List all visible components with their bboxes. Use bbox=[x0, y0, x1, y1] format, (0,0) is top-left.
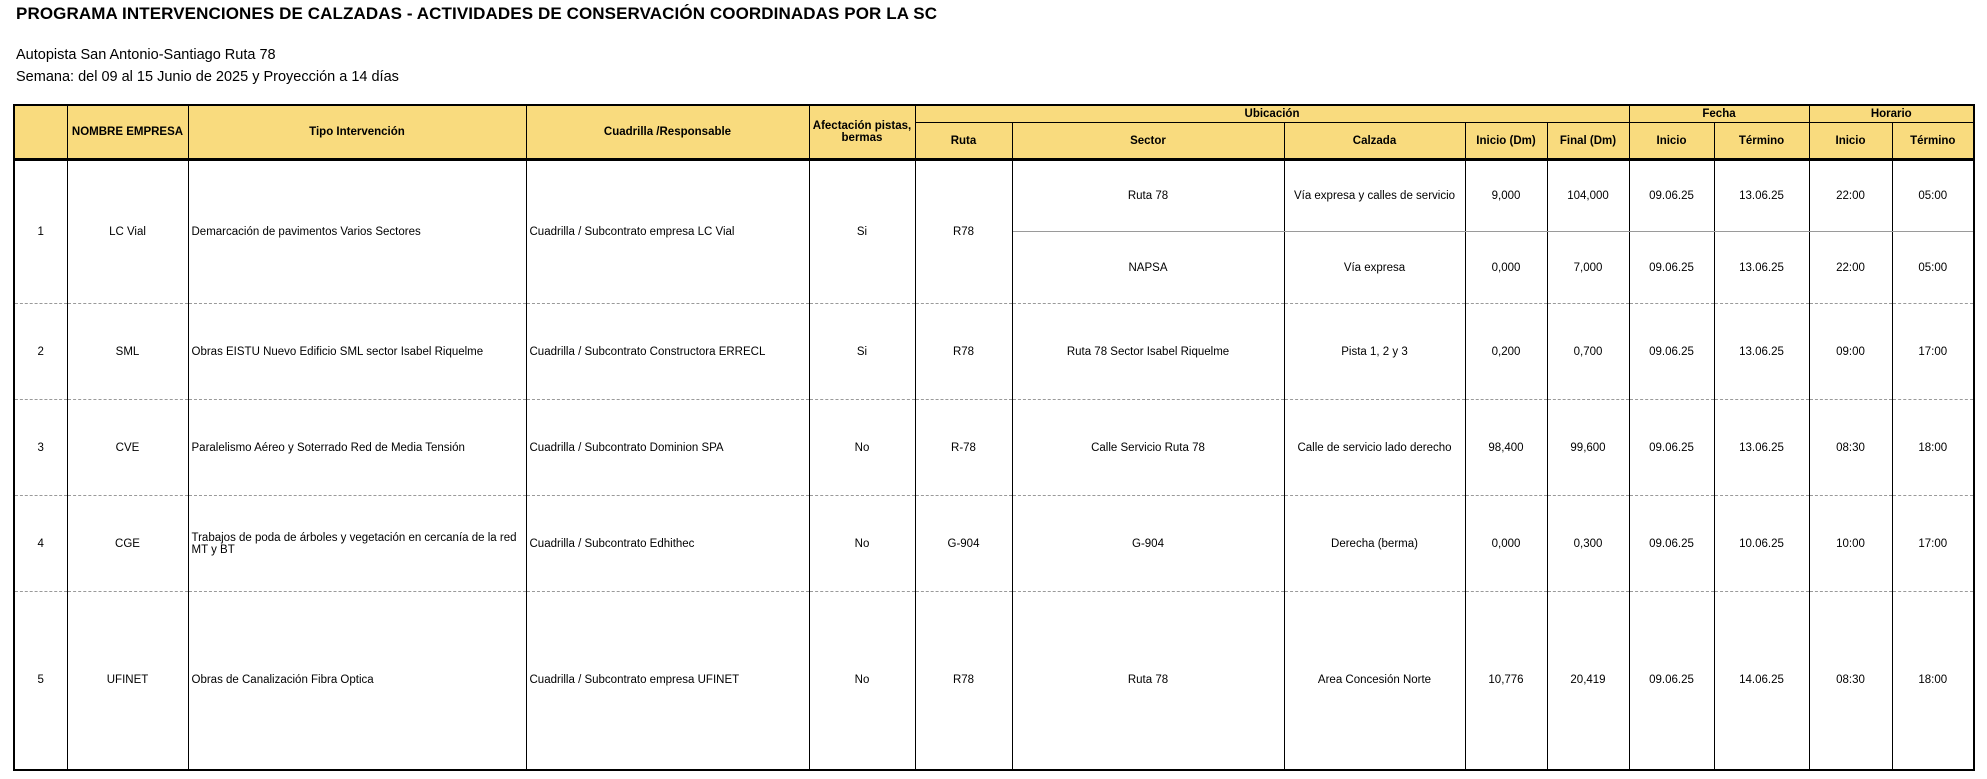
row-fecha-inicio: 09.06.25 bbox=[1629, 592, 1714, 770]
row-sector: Ruta 78 bbox=[1012, 592, 1284, 770]
row-final-dm: 20,419 bbox=[1547, 592, 1629, 770]
header-fecha-termino: Término bbox=[1714, 123, 1809, 160]
row-hora-inicio: 08:30 bbox=[1809, 592, 1892, 770]
row-ruta: R78 bbox=[915, 592, 1012, 770]
row-sector: Calle Servicio Ruta 78 bbox=[1012, 400, 1284, 496]
row-cuadrilla: Cuadrilla / Subcontrato Dominion SPA bbox=[526, 400, 809, 496]
row-tipo: Obras de Canalización Fibra Optica bbox=[188, 592, 526, 770]
row-number: 1 bbox=[14, 160, 67, 304]
row-fecha-inicio: 09.06.25 bbox=[1629, 496, 1714, 592]
row-inicio-dm: 98,400 bbox=[1465, 400, 1547, 496]
row-cuadrilla: Cuadrilla / Subcontrato Edhithec bbox=[526, 496, 809, 592]
row-calzada: Pista 1, 2 y 3 bbox=[1284, 304, 1465, 400]
row-fecha-termino: 13.06.25 bbox=[1714, 232, 1809, 304]
row-afectacion: Si bbox=[809, 160, 915, 304]
row-inicio-dm: 0,200 bbox=[1465, 304, 1547, 400]
row-afectacion: Si bbox=[809, 304, 915, 400]
row-final-dm: 104,000 bbox=[1547, 160, 1629, 232]
table-row bbox=[14, 496, 1974, 592]
row-hora-termino: 18:00 bbox=[1892, 592, 1974, 770]
row-tipo: Obras EISTU Nuevo Edificio SML sector Isabel Riquelme bbox=[188, 304, 526, 400]
row-fecha-inicio: 09.06.25 bbox=[1629, 160, 1714, 232]
row-hora-inicio: 08:30 bbox=[1809, 400, 1892, 496]
row-tipo: Trabajos de poda de árboles y vegetación en cercanía de la red MT y BT bbox=[188, 496, 526, 592]
table-row bbox=[14, 160, 1974, 232]
row-fecha-termino: 14.06.25 bbox=[1714, 592, 1809, 770]
header-num bbox=[14, 105, 67, 160]
header-ubicacion: Ubicación bbox=[915, 105, 1629, 123]
row-sector: Ruta 78 Sector Isabel Riquelme bbox=[1012, 304, 1284, 400]
row-calzada: Vía expresa bbox=[1284, 232, 1465, 304]
row-hora-inicio: 22:00 bbox=[1809, 232, 1892, 304]
row-hora-termino: 18:00 bbox=[1892, 400, 1974, 496]
row-ruta: G-904 bbox=[915, 496, 1012, 592]
row-afectacion: No bbox=[809, 592, 915, 770]
header-hora-inicio: Inicio bbox=[1809, 123, 1892, 160]
row-empresa: CVE bbox=[67, 400, 188, 496]
row-calzada: Area Concesión Norte bbox=[1284, 592, 1465, 770]
row-ruta: R-78 bbox=[915, 400, 1012, 496]
row-tipo: Paralelismo Aéreo y Soterrado Red de Media Tensión bbox=[188, 400, 526, 496]
row-empresa: SML bbox=[67, 304, 188, 400]
row-afectacion: No bbox=[809, 496, 915, 592]
row-empresa: UFINET bbox=[67, 592, 188, 770]
row-hora-inicio: 09:00 bbox=[1809, 304, 1892, 400]
header-row-top bbox=[14, 105, 1974, 123]
header-hora-termino: Término bbox=[1892, 123, 1974, 160]
row-fecha-termino: 10.06.25 bbox=[1714, 496, 1809, 592]
header-tipo: Tipo Intervención bbox=[188, 105, 526, 160]
row-calzada: Vía expresa y calles de servicio bbox=[1284, 160, 1465, 232]
header-calzada: Calzada bbox=[1284, 123, 1465, 160]
row-hora-inicio: 22:00 bbox=[1809, 160, 1892, 232]
header-empresa: NOMBRE EMPRESA bbox=[67, 105, 188, 160]
row-sector: G-904 bbox=[1012, 496, 1284, 592]
row-cuadrilla: Cuadrilla / Subcontrato Constructora ERRECL bbox=[526, 304, 809, 400]
row-ruta: R78 bbox=[915, 304, 1012, 400]
row-number: 3 bbox=[14, 400, 67, 496]
row-inicio-dm: 10,776 bbox=[1465, 592, 1547, 770]
row-inicio-dm: 9,000 bbox=[1465, 160, 1547, 232]
row-number: 2 bbox=[14, 304, 67, 400]
row-final-dm: 7,000 bbox=[1547, 232, 1629, 304]
row-hora-termino: 17:00 bbox=[1892, 304, 1974, 400]
row-final-dm: 99,600 bbox=[1547, 400, 1629, 496]
row-hora-inicio: 10:00 bbox=[1809, 496, 1892, 592]
row-hora-termino: 05:00 bbox=[1892, 232, 1974, 304]
highway-name: Autopista San Antonio-Santiago Ruta 78 bbox=[16, 47, 276, 63]
row-empresa: CGE bbox=[67, 496, 188, 592]
row-ruta: R78 bbox=[915, 160, 1012, 304]
row-number: 4 bbox=[14, 496, 67, 592]
row-empresa: LC Vial bbox=[67, 160, 188, 304]
row-hora-termino: 17:00 bbox=[1892, 496, 1974, 592]
header-fecha: Fecha bbox=[1629, 105, 1809, 123]
row-fecha-inicio: 09.06.25 bbox=[1629, 400, 1714, 496]
week-range: Semana: del 09 al 15 Junio de 2025 y Proyección a 14 días bbox=[16, 69, 399, 85]
row-hora-termino: 05:00 bbox=[1892, 160, 1974, 232]
row-inicio-dm: 0,000 bbox=[1465, 232, 1547, 304]
row-fecha-termino: 13.06.25 bbox=[1714, 400, 1809, 496]
header-ruta: Ruta bbox=[915, 123, 1012, 160]
header-final-dm: Final (Dm) bbox=[1547, 123, 1629, 160]
row-cuadrilla: Cuadrilla / Subcontrato empresa LC Vial bbox=[526, 160, 809, 304]
row-fecha-termino: 13.06.25 bbox=[1714, 160, 1809, 232]
row-calzada: Calle de servicio lado derecho bbox=[1284, 400, 1465, 496]
row-final-dm: 0,700 bbox=[1547, 304, 1629, 400]
header-inicio-dm: Inicio (Dm) bbox=[1465, 123, 1547, 160]
interventions-table bbox=[13, 104, 1975, 771]
row-calzada: Derecha (berma) bbox=[1284, 496, 1465, 592]
row-tipo: Demarcación de pavimentos Varios Sectores bbox=[188, 160, 526, 304]
table-row bbox=[14, 400, 1974, 496]
row-cuadrilla: Cuadrilla / Subcontrato empresa UFINET bbox=[526, 592, 809, 770]
row-fecha-inicio: 09.06.25 bbox=[1629, 304, 1714, 400]
row-fecha-termino: 13.06.25 bbox=[1714, 304, 1809, 400]
row-final-dm: 0,300 bbox=[1547, 496, 1629, 592]
row-sector: NAPSA bbox=[1012, 232, 1284, 304]
row-number: 5 bbox=[14, 592, 67, 770]
table-row bbox=[14, 592, 1974, 770]
row-sector: Ruta 78 bbox=[1012, 160, 1284, 232]
header-fecha-inicio: Inicio bbox=[1629, 123, 1714, 160]
row-fecha-inicio: 09.06.25 bbox=[1629, 232, 1714, 304]
row-inicio-dm: 0,000 bbox=[1465, 496, 1547, 592]
page-title: PROGRAMA INTERVENCIONES DE CALZADAS - ACTIVIDADES DE CONSERVACIÓN COORDINADAS POR LA SC bbox=[16, 4, 938, 23]
row-afectacion: No bbox=[809, 400, 915, 496]
header-horario: Horario bbox=[1809, 105, 1974, 123]
header-sector: Sector bbox=[1012, 123, 1284, 160]
table-row bbox=[14, 304, 1974, 400]
header-afectacion: Afectación pistas, bermas bbox=[809, 105, 915, 160]
header-cuadrilla: Cuadrilla /Responsable bbox=[526, 105, 809, 160]
